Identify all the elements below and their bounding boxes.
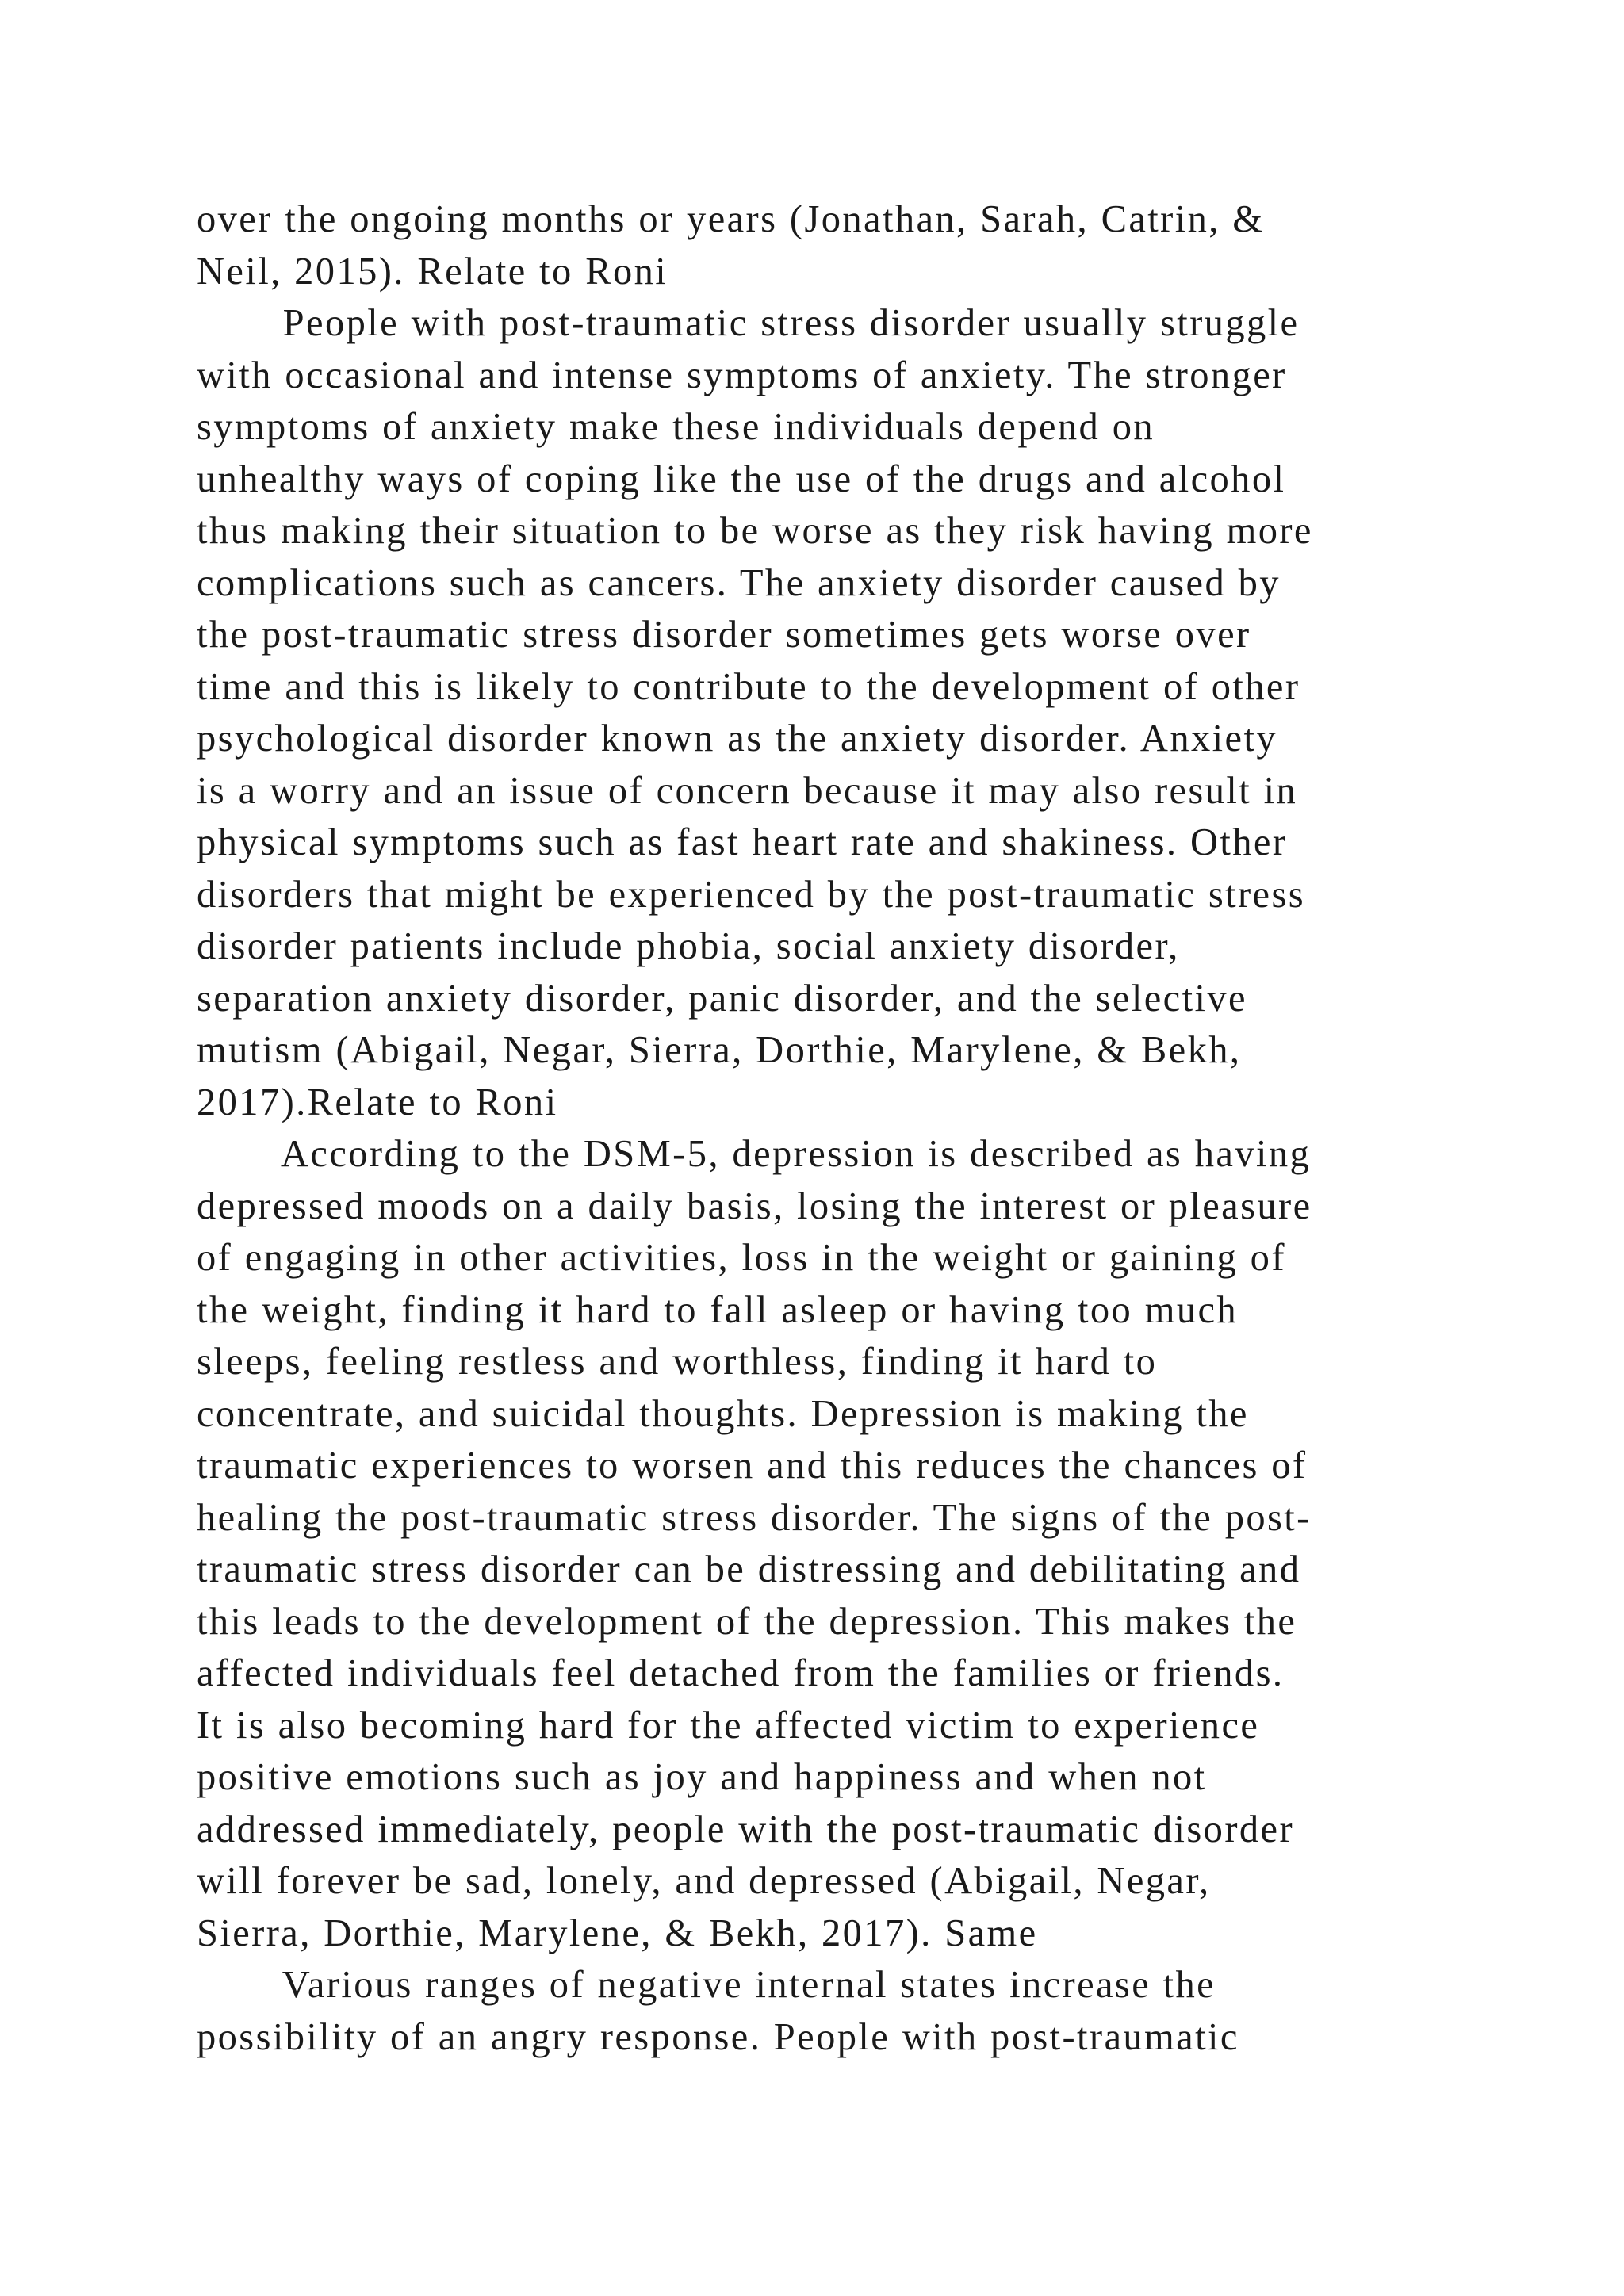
text-line: healing the post-traumatic stress disorder. The signs of the post- xyxy=(197,1496,1312,1539)
text-line: of engaging in other activities, loss in the weight or gaining of xyxy=(197,1237,1286,1279)
text-line: traumatic experiences to worsen and this reduces the chances of xyxy=(197,1445,1308,1487)
text-line: concentrate, and suicidal thoughts. Depression is making the xyxy=(197,1392,1249,1435)
text-line: 2017).Relate to Roni xyxy=(197,1081,558,1123)
text-line: will forever be sad, lonely, and depressed (Abigail, Negar, xyxy=(197,1860,1211,1902)
text-line: traumatic stress disorder can be distressing and debilitating and xyxy=(197,1548,1301,1590)
text-line: mutism (Abigail, Negar, Sierra, Dorthie, Marylene, & Bekh, xyxy=(197,1029,1242,1071)
text-line: unhealthy ways of coping like the use of the drugs and alcohol xyxy=(197,457,1286,500)
text-line: Neil, 2015). Relate to Roni xyxy=(197,250,668,293)
text-line: possibility of an angry response. People with post-traumatic xyxy=(197,2015,1239,2058)
text-line: Sierra, Dorthie, Marylene, & Bekh, 2017). Same xyxy=(197,1911,1038,1954)
text-line: psychological disorder known as the anxiety disorder. Anxiety xyxy=(197,718,1277,760)
text-line: According to the DSM-5, depression is described as having xyxy=(197,1133,1312,1175)
text-line: depressed moods on a daily basis, losing the interest or pleasure xyxy=(197,1184,1312,1227)
body-text xyxy=(197,193,1497,2063)
text-line: People with post-traumatic stress disorder usually struggle xyxy=(197,302,1300,344)
text-line: disorders that might be experienced by the post-traumatic stress xyxy=(197,873,1305,916)
text-line: complications such as cancers. The anxiety disorder caused by xyxy=(197,561,1281,604)
text-line: Various ranges of negative internal states increase the xyxy=(197,1964,1216,2006)
text-line: physical symptoms such as fast heart rate and shakiness. Other xyxy=(197,821,1288,863)
text-line: time and this is likely to contribute to the development of other xyxy=(197,665,1300,708)
text-line: this leads to the development of the depression. This makes the xyxy=(197,1600,1297,1643)
text-line: affected individuals feel detached from the families or friends. xyxy=(197,1652,1285,1694)
text-line: with occasional and intense symptoms of anxiety. The stronger xyxy=(197,354,1287,396)
text-line: positive emotions such as joy and happiness and when not xyxy=(197,1756,1207,1798)
text-line: It is also becoming hard for the affected victim to experience xyxy=(197,1704,1260,1747)
text-line: symptoms of anxiety make these individuals depend on xyxy=(197,406,1155,448)
text-line: disorder patients include phobia, social anxiety disorder, xyxy=(197,925,1180,967)
text-line: the post-traumatic stress disorder sometimes gets worse over xyxy=(197,614,1251,656)
text-line: thus making their situation to be worse as they risk having more xyxy=(197,510,1313,552)
text-line: sleeps, feeling restless and worthless, finding it hard to xyxy=(197,1341,1158,1383)
text-line: the weight, finding it hard to fall asleep or having too much xyxy=(197,1288,1239,1331)
text-line: is a worry and an issue of concern because it may also result in xyxy=(197,769,1298,812)
text-line: addressed immediately, people with the post-traumatic disorder xyxy=(197,1808,1294,1850)
text-line: over the ongoing months or years (Jonathan, Sarah, Catrin, & xyxy=(197,198,1265,240)
text-line: separation anxiety disorder, panic disorder, and the selective xyxy=(197,977,1247,1020)
